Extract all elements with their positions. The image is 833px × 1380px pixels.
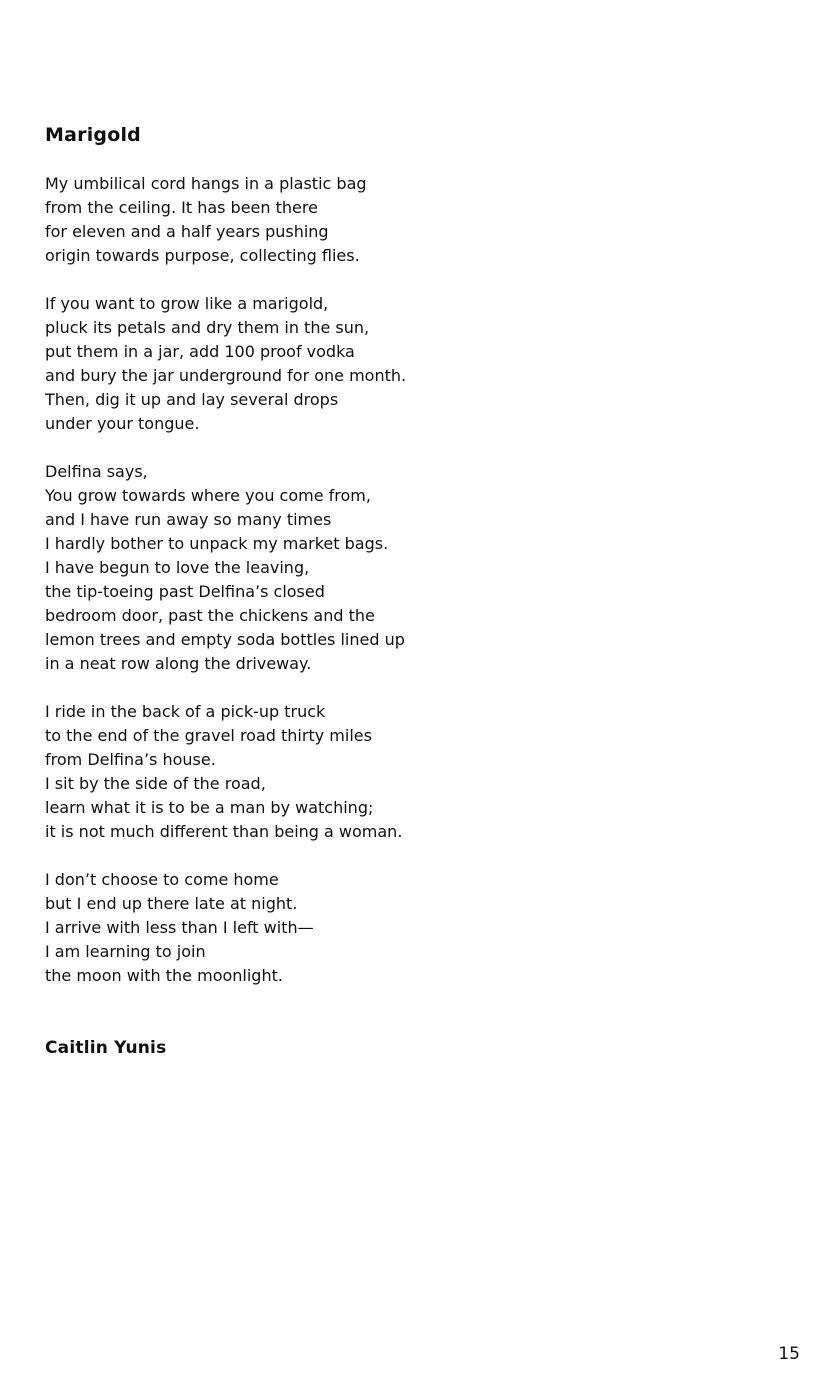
poem-line: I am learning to join: [45, 942, 206, 961]
poem-line: I ride in the back of a pick-up truck: [45, 702, 326, 721]
poem-line: put them in a jar, add 100 proof vodka: [45, 342, 355, 361]
poem-title: Marigold: [45, 124, 141, 146]
poem-line: I sit by the side of the road,: [45, 774, 266, 793]
poem-line: the tip-toeing past Delfina’s closed: [45, 582, 325, 601]
poem-line: but I end up there late at night.: [45, 894, 298, 913]
stanza: [45, 172, 465, 268]
poem-line: If you want to grow like a marigold,: [45, 294, 329, 313]
poem-line: I hardly bother to unpack my market bags.: [45, 534, 389, 553]
poem-line: I arrive with less than I left with—: [45, 918, 314, 937]
stanza: [45, 868, 465, 988]
poem-line: I don’t choose to come home: [45, 870, 279, 889]
poem-line: and bury the jar underground for one month.: [45, 366, 407, 385]
poem-line: from the ceiling. It has been there: [45, 198, 318, 217]
poem-line: from Delfina’s house.: [45, 750, 216, 769]
poem-line: My umbilical cord hangs in a plastic bag: [45, 174, 367, 193]
poem-line: learn what it is to be a man by watching;: [45, 798, 374, 817]
poem-line: in a neat row along the driveway.: [45, 654, 312, 673]
poem-line: bedroom door, past the chickens and the: [45, 606, 375, 625]
stanza: [45, 292, 465, 436]
poem-line: origin towards purpose, collecting flies.: [45, 246, 360, 265]
poem-line: Then, dig it up and lay several drops: [45, 390, 339, 409]
poem-line: under your tongue.: [45, 414, 200, 433]
poem-line: it is not much different than being a woman.: [45, 822, 403, 841]
poem-line: lemon trees and empty soda bottles lined up: [45, 630, 405, 649]
poem-line: You grow towards where you come from,: [45, 486, 371, 505]
poem-line: I have begun to love the leaving,: [45, 558, 310, 577]
poem-line: pluck its petals and dry them in the sun,: [45, 318, 370, 337]
stanza: [45, 460, 465, 676]
page-number: 15: [778, 1344, 800, 1364]
poem-line: Delfina says,: [45, 462, 148, 481]
poem-line: and I have run away so many times: [45, 510, 332, 529]
poem-body: [45, 172, 465, 1012]
poem-line: for eleven and a half years pushing: [45, 222, 329, 241]
poem-author: Caitlin Yunis: [45, 1038, 167, 1058]
poem-line: the moon with the moonlight.: [45, 966, 283, 985]
poem-line: to the end of the gravel road thirty miles: [45, 726, 372, 745]
stanza: [45, 700, 465, 844]
